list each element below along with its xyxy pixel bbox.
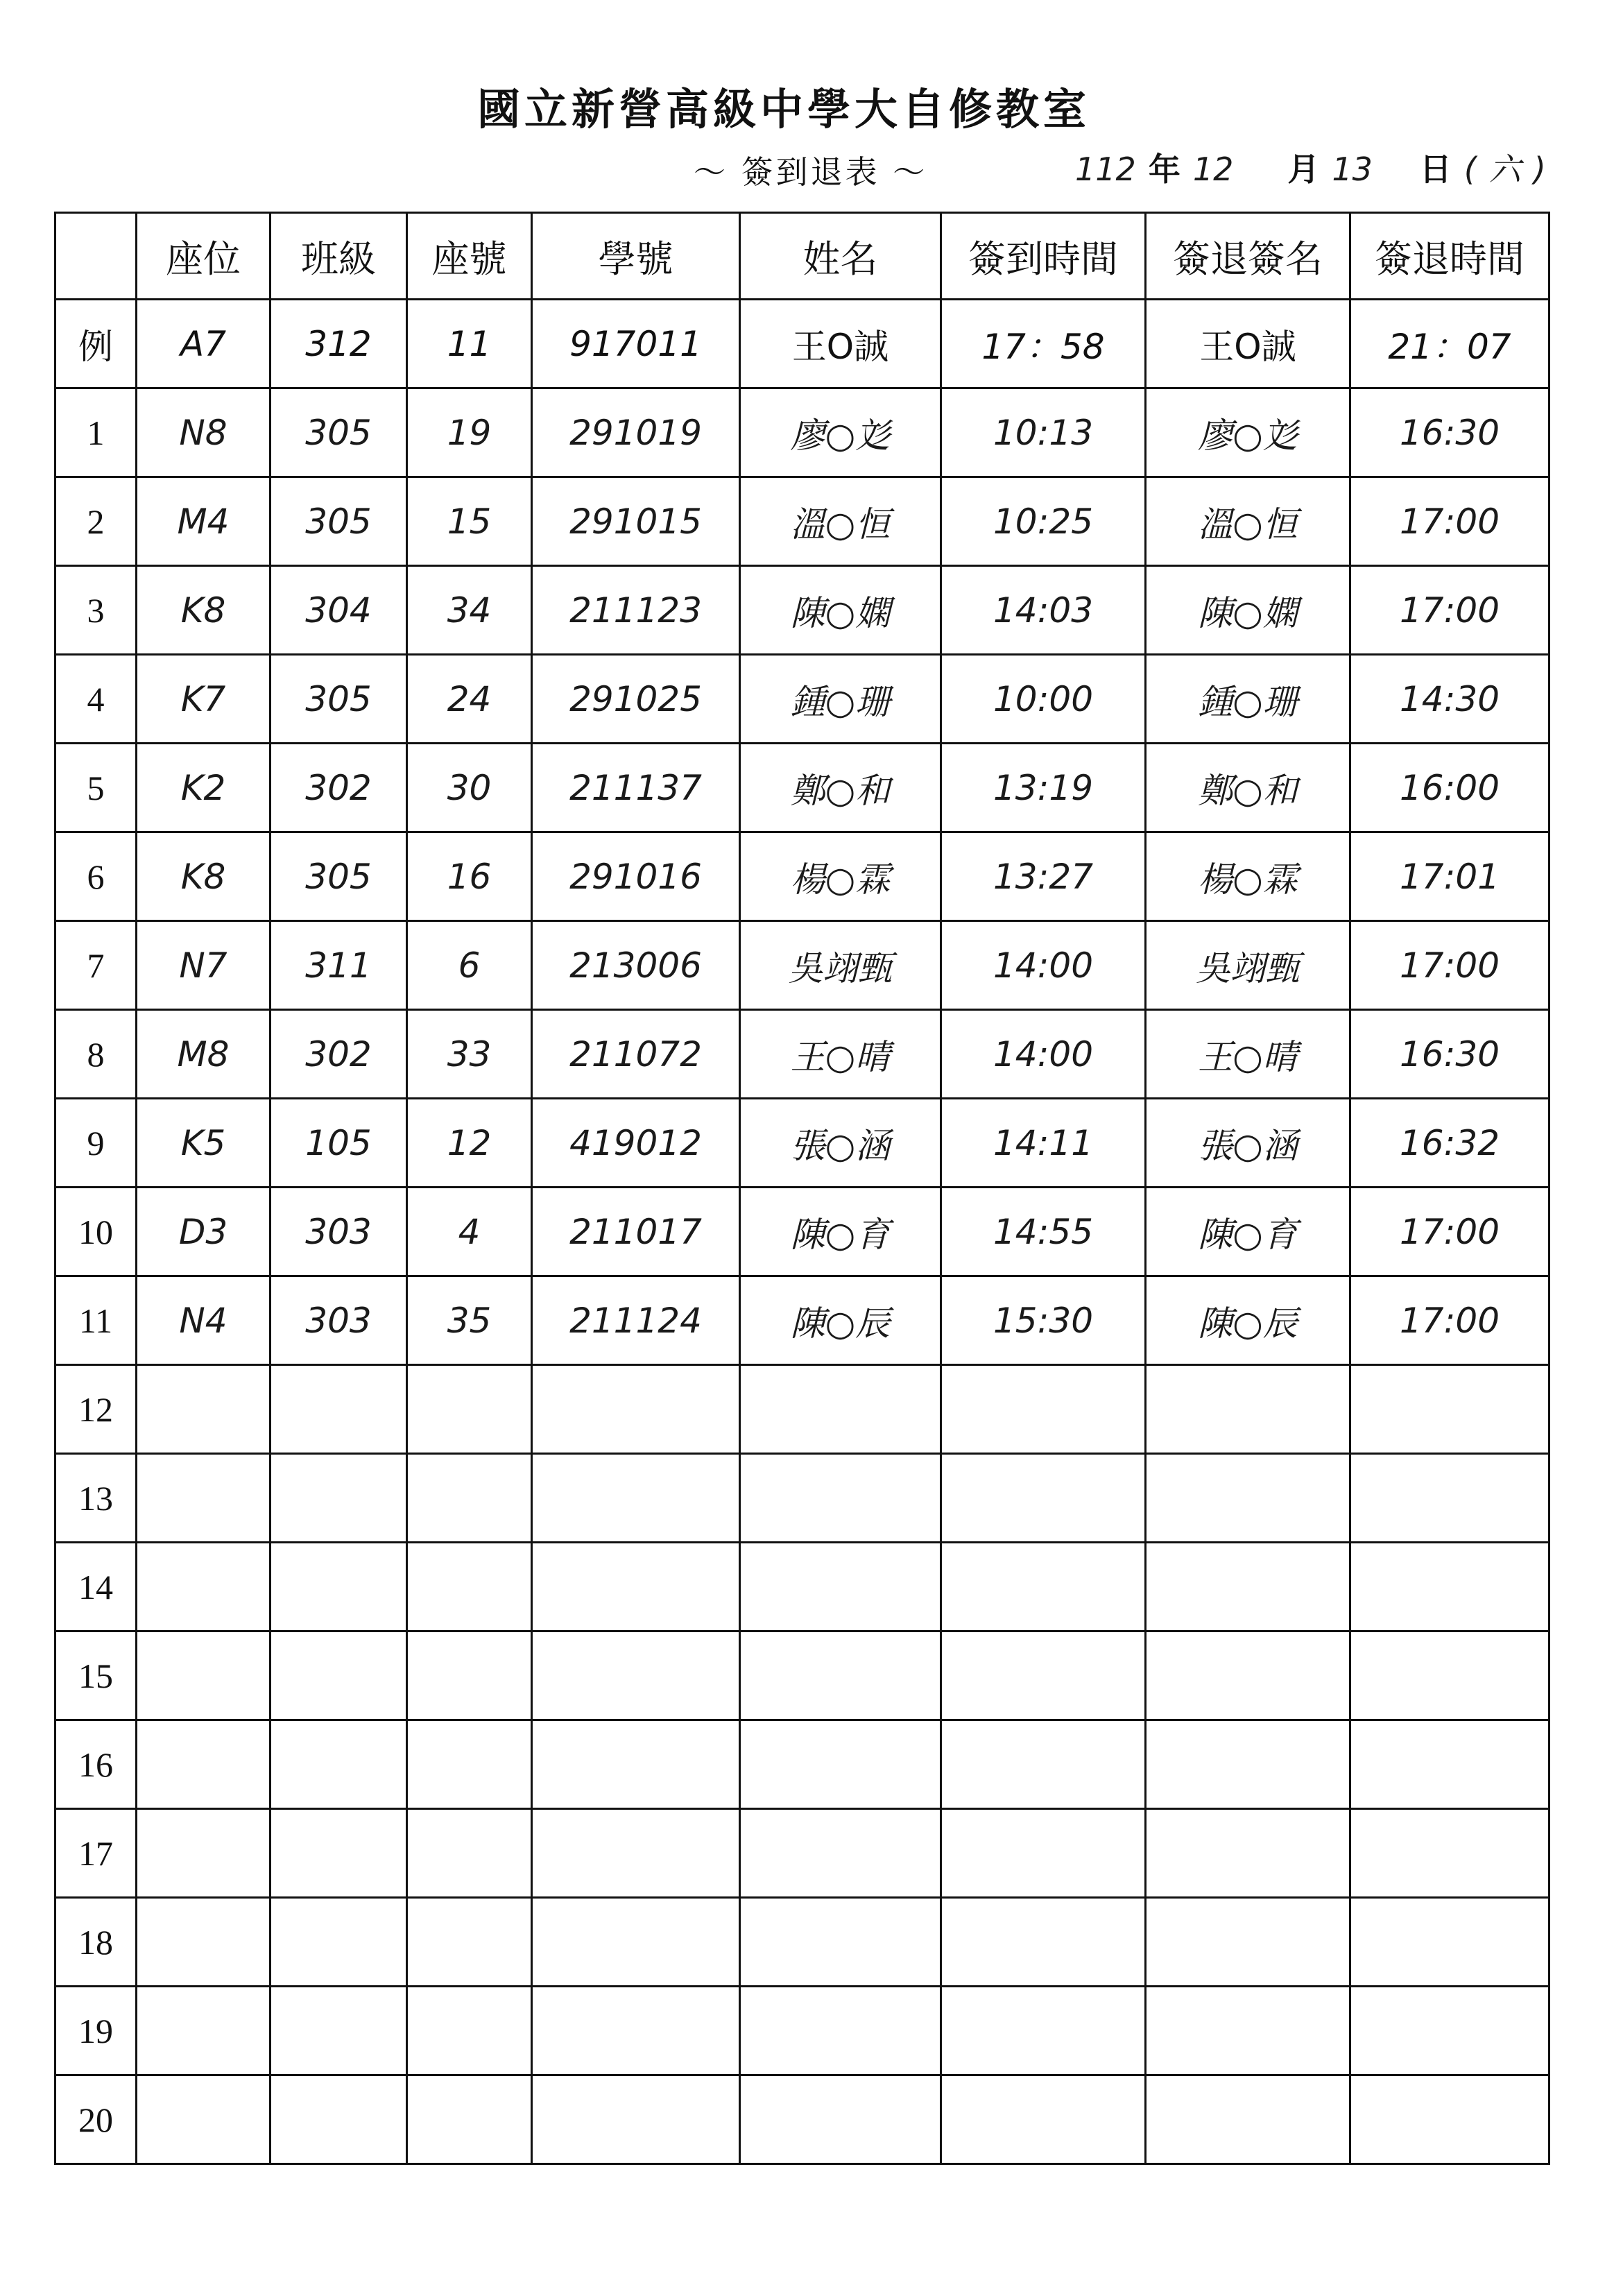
sign-in-time-cell — [941, 1454, 1146, 1543]
date-month-unit: 月 — [1287, 151, 1320, 188]
class-cell — [270, 1898, 407, 1987]
student-id-cell: 211017 — [532, 1188, 740, 1276]
table-row — [55, 1809, 1549, 1898]
seat-no-cell — [407, 1987, 532, 2075]
seat-no-cell — [407, 1454, 532, 1543]
name-cell — [740, 1365, 941, 1454]
row-number: 7 — [55, 921, 137, 1010]
table-row — [55, 1898, 1549, 1987]
sign-out-signature-cell — [1146, 1365, 1350, 1454]
sign-in-time-cell: 10:13 — [941, 388, 1146, 477]
name-cell: 陳○辰 — [740, 1276, 941, 1365]
name-cell: 張○涵 — [740, 1099, 941, 1188]
row-number: 12 — [55, 1365, 137, 1454]
student-id-cell — [532, 1631, 740, 1720]
class-cell: 303 — [270, 1276, 407, 1365]
example-sign-out: 21：07 — [1350, 300, 1549, 388]
table-row — [55, 655, 1549, 744]
date-year-unit: 年 — [1148, 151, 1180, 188]
sign-in-time-cell: 14:11 — [941, 1099, 1146, 1188]
student-id-cell — [532, 2075, 740, 2164]
example-student-id: 917011 — [532, 300, 740, 388]
col-header-seat-no: 座號 — [407, 213, 532, 300]
sign-out-signature-cell: 溫○恒 — [1146, 477, 1350, 566]
sign-out-time-cell — [1350, 1898, 1549, 1987]
sign-out-time-cell — [1350, 1809, 1549, 1898]
sign-out-time-cell: 17:00 — [1350, 566, 1549, 655]
table-row — [55, 744, 1549, 832]
row-number: 1 — [55, 388, 137, 477]
class-cell — [270, 1365, 407, 1454]
sign-in-time-cell — [941, 1631, 1146, 1720]
example-seat-no: 11 — [407, 300, 532, 388]
seat-cell: M8 — [137, 1010, 270, 1099]
class-cell: 304 — [270, 566, 407, 655]
row-number: 2 — [55, 477, 137, 566]
seat-cell: K5 — [137, 1099, 270, 1188]
student-id-cell: 291015 — [532, 477, 740, 566]
student-id-cell: 211137 — [532, 744, 740, 832]
col-header-sign-out-time: 簽退時間 — [1350, 213, 1549, 300]
seat-cell — [137, 1987, 270, 2075]
table-row — [55, 1188, 1549, 1276]
student-id-cell: 211072 — [532, 1010, 740, 1099]
row-number: 14 — [55, 1543, 137, 1631]
student-id-cell: 211123 — [532, 566, 740, 655]
sign-out-signature-cell — [1146, 1987, 1350, 2075]
sign-out-time-cell: 17:00 — [1350, 1276, 1549, 1365]
sign-out-time-cell — [1350, 1454, 1549, 1543]
date-day-unit: 日 — [1419, 151, 1452, 188]
table-row — [55, 1631, 1549, 1720]
example-sign-out-name: 王O誠 — [1146, 300, 1350, 388]
example-class: 312 — [270, 300, 407, 388]
example-sign-in: 17：58 — [941, 300, 1146, 388]
sign-out-time-cell — [1350, 2075, 1549, 2164]
sign-out-time-cell — [1350, 1631, 1549, 1720]
seat-cell — [137, 1809, 270, 1898]
student-id-cell: 291016 — [532, 832, 740, 921]
name-cell: 陳○嫻 — [740, 566, 941, 655]
student-id-cell — [532, 1987, 740, 2075]
class-cell: 305 — [270, 832, 407, 921]
sign-out-signature-cell: 吳翊甄 — [1146, 921, 1350, 1010]
table-row — [55, 1454, 1549, 1543]
sign-out-time-cell — [1350, 1543, 1549, 1631]
class-cell — [270, 2075, 407, 2164]
sign-in-time-cell: 14:00 — [941, 921, 1146, 1010]
sign-in-time-cell: 15:30 — [941, 1276, 1146, 1365]
date-day: 13 — [1332, 151, 1373, 188]
seat-cell: N7 — [137, 921, 270, 1010]
page-title — [0, 75, 1623, 137]
seat-cell: D3 — [137, 1188, 270, 1276]
student-id-cell — [532, 1720, 740, 1809]
col-header-seat: 座位 — [137, 213, 270, 300]
sign-in-time-cell: 14:03 — [941, 566, 1146, 655]
col-header-sign-in-time: 簽到時間 — [941, 213, 1146, 300]
sign-out-signature-cell — [1146, 1454, 1350, 1543]
seat-cell: M4 — [137, 477, 270, 566]
name-cell — [740, 1454, 941, 1543]
row-number: 10 — [55, 1188, 137, 1276]
name-cell: 溫○恒 — [740, 477, 941, 566]
student-id-cell — [532, 1543, 740, 1631]
sign-in-time-cell — [941, 1987, 1146, 2075]
class-cell — [270, 1543, 407, 1631]
seat-no-cell: 34 — [407, 566, 532, 655]
seat-cell — [137, 1543, 270, 1631]
class-cell: 302 — [270, 1010, 407, 1099]
seat-cell: N8 — [137, 388, 270, 477]
seat-no-cell: 6 — [407, 921, 532, 1010]
seat-cell — [137, 1898, 270, 1987]
name-cell: 楊○霖 — [740, 832, 941, 921]
table-row — [55, 1010, 1549, 1099]
class-cell: 305 — [270, 388, 407, 477]
row-number: 13 — [55, 1454, 137, 1543]
sign-out-signature-cell — [1146, 1543, 1350, 1631]
class-cell — [270, 1987, 407, 2075]
student-id-cell: 419012 — [532, 1099, 740, 1188]
name-cell — [740, 1809, 941, 1898]
row-number: 19 — [55, 1987, 137, 2075]
class-cell — [270, 1631, 407, 1720]
table-row — [55, 566, 1549, 655]
seat-no-cell — [407, 1543, 532, 1631]
class-cell — [270, 1454, 407, 1543]
sign-out-signature-cell: 陳○嫻 — [1146, 566, 1350, 655]
sign-in-time-cell — [941, 1543, 1146, 1631]
class-cell: 303 — [270, 1188, 407, 1276]
example-label: 例 — [55, 300, 137, 388]
row-number: 4 — [55, 655, 137, 744]
example-row — [55, 300, 1549, 388]
seat-cell — [137, 1454, 270, 1543]
example-name: 王O誠 — [740, 300, 941, 388]
seat-no-cell — [407, 1809, 532, 1898]
student-id-cell — [532, 1898, 740, 1987]
row-number: 17 — [55, 1809, 137, 1898]
sign-out-time-cell: 17:01 — [1350, 832, 1549, 921]
sign-out-time-cell: 16:30 — [1350, 388, 1549, 477]
student-id-cell: 291019 — [532, 388, 740, 477]
class-cell: 305 — [270, 477, 407, 566]
sign-out-signature-cell: 鄭○和 — [1146, 744, 1350, 832]
sign-in-time-cell: 13:19 — [941, 744, 1146, 832]
sign-in-time-cell: 14:00 — [941, 1010, 1146, 1099]
sign-in-time-cell: 13:27 — [941, 832, 1146, 921]
seat-no-cell — [407, 2075, 532, 2164]
name-cell — [740, 1987, 941, 2075]
seat-no-cell: 30 — [407, 744, 532, 832]
col-header-index — [55, 213, 137, 300]
row-number: 16 — [55, 1720, 137, 1809]
class-cell — [270, 1809, 407, 1898]
seat-cell — [137, 1365, 270, 1454]
student-id-cell — [532, 1454, 740, 1543]
sign-out-signature-cell: 王○晴 — [1146, 1010, 1350, 1099]
sign-out-signature-cell: 張○涵 — [1146, 1099, 1350, 1188]
sign-out-time-cell — [1350, 1987, 1549, 2075]
sign-out-time-cell — [1350, 1365, 1549, 1454]
seat-cell: N4 — [137, 1276, 270, 1365]
date-weekday-open: ( — [1463, 151, 1477, 188]
sign-in-time-cell: 10:00 — [941, 655, 1146, 744]
row-number: 9 — [55, 1099, 137, 1188]
sign-out-time-cell: 16:32 — [1350, 1099, 1549, 1188]
sign-out-signature-cell: 陳○辰 — [1146, 1276, 1350, 1365]
seat-cell: K8 — [137, 832, 270, 921]
table-row — [55, 1720, 1549, 1809]
table-row — [55, 477, 1549, 566]
name-cell — [740, 2075, 941, 2164]
sign-out-time-cell: 17:00 — [1350, 477, 1549, 566]
sign-out-signature-cell: 陳○育 — [1146, 1188, 1350, 1276]
class-cell: 105 — [270, 1099, 407, 1188]
sign-in-time-cell — [941, 1720, 1146, 1809]
table-row — [55, 1276, 1549, 1365]
name-cell: 鍾○珊 — [740, 655, 941, 744]
class-cell: 311 — [270, 921, 407, 1010]
sign-out-time-cell: 16:00 — [1350, 744, 1549, 832]
sign-in-time-cell: 14:55 — [941, 1188, 1146, 1276]
class-cell: 305 — [270, 655, 407, 744]
sign-out-signature-cell — [1146, 1898, 1350, 1987]
sign-in-time-cell — [941, 1809, 1146, 1898]
row-number: 11 — [55, 1276, 137, 1365]
sign-out-time-cell: 17:00 — [1350, 1188, 1549, 1276]
seat-cell — [137, 1631, 270, 1720]
name-cell: 陳○育 — [740, 1188, 941, 1276]
seat-no-cell: 16 — [407, 832, 532, 921]
sign-out-signature-cell — [1146, 1720, 1350, 1809]
seat-cell: K7 — [137, 655, 270, 744]
student-id-cell: 291025 — [532, 655, 740, 744]
example-seat: A7 — [137, 300, 270, 388]
col-header-class: 班級 — [270, 213, 407, 300]
seat-no-cell: 35 — [407, 1276, 532, 1365]
table-header-row — [55, 213, 1549, 300]
name-cell: 王○晴 — [740, 1010, 941, 1099]
row-number: 15 — [55, 1631, 137, 1720]
table-row — [55, 388, 1549, 477]
seat-no-cell: 24 — [407, 655, 532, 744]
table-row — [55, 832, 1549, 921]
sign-out-signature-cell: 廖○彣 — [1146, 388, 1350, 477]
page-subtitle: ～ 簽到退表 ～ — [694, 153, 928, 191]
sign-in-time-cell: 10:25 — [941, 477, 1146, 566]
sign-in-time-cell — [941, 2075, 1146, 2164]
name-cell — [740, 1720, 941, 1809]
sign-out-time-cell: 17:00 — [1350, 921, 1549, 1010]
col-header-sign-out-signature: 簽退簽名 — [1146, 213, 1350, 300]
seat-no-cell: 19 — [407, 388, 532, 477]
student-id-cell: 211124 — [532, 1276, 740, 1365]
name-cell — [740, 1631, 941, 1720]
date-year: 112 — [1075, 151, 1136, 188]
table-row — [55, 1543, 1549, 1631]
sign-in-time-cell — [941, 1365, 1146, 1454]
sign-out-signature-cell — [1146, 1809, 1350, 1898]
col-header-student-id: 學號 — [532, 213, 740, 300]
table-row — [55, 1099, 1549, 1188]
sign-out-signature-cell: 楊○霖 — [1146, 832, 1350, 921]
seat-no-cell — [407, 1898, 532, 1987]
date-weekday-close: ) — [1533, 151, 1546, 188]
name-cell — [740, 1543, 941, 1631]
name-cell: 吳翊甄 — [740, 921, 941, 1010]
date-month: 12 — [1192, 151, 1234, 188]
class-cell — [270, 1720, 407, 1809]
name-cell — [740, 1898, 941, 1987]
name-cell: 廖○彣 — [740, 388, 941, 477]
date-weekday: 六 — [1488, 151, 1521, 188]
table-row — [55, 1365, 1549, 1454]
sign-out-time-cell — [1350, 1720, 1549, 1809]
sign-out-signature-cell — [1146, 1631, 1350, 1720]
table-row — [55, 2075, 1549, 2164]
row-number: 18 — [55, 1898, 137, 1987]
student-id-cell: 213006 — [532, 921, 740, 1010]
seat-no-cell: 4 — [407, 1188, 532, 1276]
row-number: 20 — [55, 2075, 137, 2164]
seat-no-cell: 12 — [407, 1099, 532, 1188]
seat-no-cell — [407, 1631, 532, 1720]
row-number: 6 — [55, 832, 137, 921]
sign-in-time-cell — [941, 1898, 1146, 1987]
seat-cell: K2 — [137, 744, 270, 832]
row-number: 8 — [55, 1010, 137, 1099]
seat-no-cell: 15 — [407, 477, 532, 566]
row-number: 3 — [55, 566, 137, 655]
page-title-text: 國立新營高級中學大自修教室 — [476, 84, 1090, 135]
date-line — [1075, 144, 1546, 190]
seat-cell: K8 — [137, 566, 270, 655]
seat-no-cell: 33 — [407, 1010, 532, 1099]
name-cell: 鄭○和 — [740, 744, 941, 832]
seat-cell — [137, 1720, 270, 1809]
sign-in-out-table — [54, 212, 1550, 2165]
sign-out-signature-cell — [1146, 2075, 1350, 2164]
class-cell: 302 — [270, 744, 407, 832]
seat-cell — [137, 2075, 270, 2164]
seat-no-cell — [407, 1365, 532, 1454]
row-number: 5 — [55, 744, 137, 832]
col-header-name: 姓名 — [740, 213, 941, 300]
table-row — [55, 921, 1549, 1010]
table-row — [55, 1987, 1549, 2075]
student-id-cell — [532, 1809, 740, 1898]
student-id-cell — [532, 1365, 740, 1454]
sign-out-signature-cell: 鍾○珊 — [1146, 655, 1350, 744]
sign-out-time-cell: 14:30 — [1350, 655, 1549, 744]
seat-no-cell — [407, 1720, 532, 1809]
sign-out-time-cell: 16:30 — [1350, 1010, 1549, 1099]
